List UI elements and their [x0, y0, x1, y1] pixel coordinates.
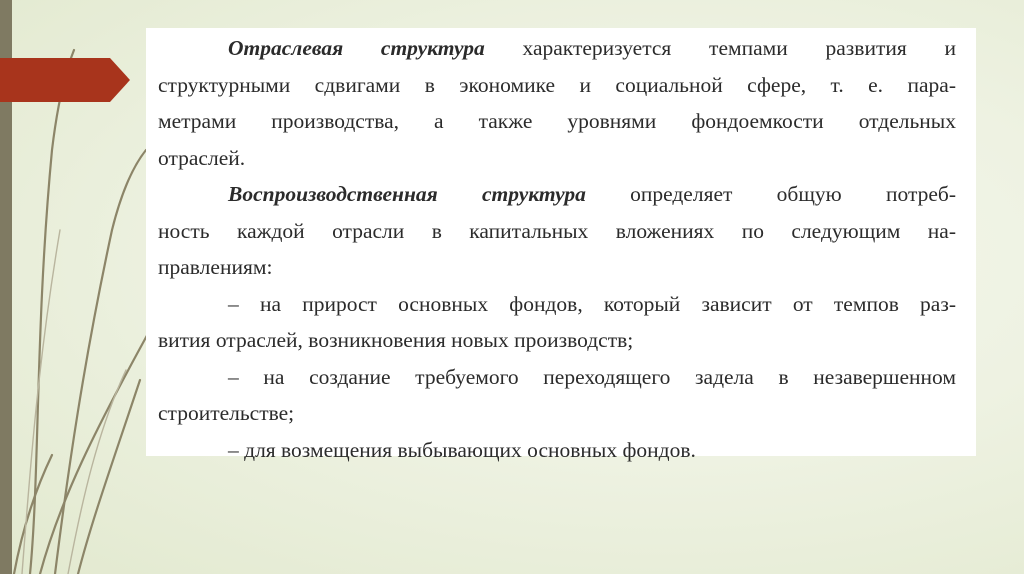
text-line: – на создание требуемого переходящего задела в незавершенном: [228, 364, 956, 389]
list-item-construction-backlog: [158, 359, 956, 432]
text-line: – на прирост основных фондов, который зависит от темпов раз-: [228, 291, 956, 316]
list-item-fund-replacement: [158, 432, 956, 469]
paragraph-reproduction-structure: [158, 176, 956, 286]
text-line: – для возмещения выбывающих основных фондов.: [228, 437, 696, 462]
term-sectoral-structure: Отраслевая структура: [228, 36, 485, 60]
text-line: вития отраслей, возникновения новых производств;: [158, 328, 634, 352]
text-line: Воспроизводственная структура определяет общую потреб-: [228, 182, 956, 206]
text-line: метрами производства, а также уровнями фондоемкости отдельных: [158, 109, 956, 133]
text-content-box: [146, 28, 976, 462]
text-line: Отраслевая структура характеризуется темпами развития и: [228, 36, 956, 60]
list-item-fund-growth: [158, 286, 956, 359]
text-line: строительстве;: [158, 401, 295, 425]
red-arrow-marker: [0, 58, 130, 102]
text-line: структурными сдвигами в экономике и социальной сфере, т. е. пара-: [158, 72, 956, 97]
text-line: ность каждой отрасли в капитальных вложениях по следующим на-: [158, 218, 956, 243]
text-line: отраслей.: [158, 145, 246, 170]
paragraph-sectoral-structure: [158, 30, 956, 176]
term-reproduction-structure: Воспроизводственная структура: [228, 182, 586, 206]
text-line: правлениям:: [158, 255, 273, 279]
